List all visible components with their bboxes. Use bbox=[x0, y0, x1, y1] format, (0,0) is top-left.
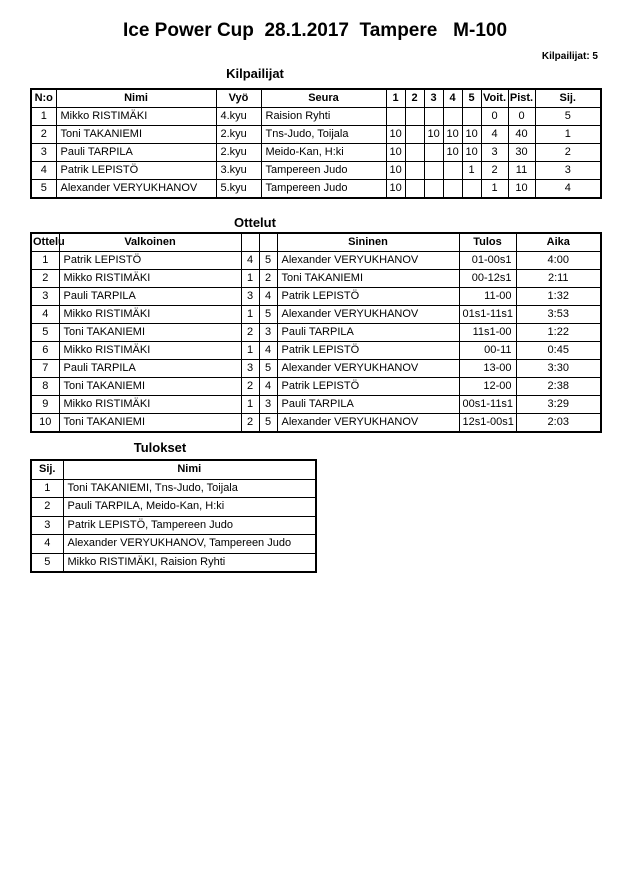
table-cell: 5 bbox=[31, 324, 59, 342]
table-row bbox=[31, 144, 601, 162]
table-cell: 11 bbox=[508, 162, 535, 180]
table-cell: 0:45 bbox=[516, 342, 601, 360]
table-cell: 2 bbox=[241, 378, 259, 396]
table-cell: 3 bbox=[481, 144, 508, 162]
table-cell: 4 bbox=[241, 252, 259, 270]
results-section-heading: Tulokset bbox=[133, 440, 187, 455]
column-header: 2 bbox=[405, 89, 424, 108]
column-header bbox=[241, 233, 259, 252]
table-row bbox=[31, 414, 601, 433]
column-header: Sij. bbox=[31, 460, 63, 479]
table-cell: 13-00 bbox=[459, 360, 516, 378]
table-cell: 2.kyu bbox=[216, 144, 261, 162]
table-cell: 4.kyu bbox=[216, 108, 261, 126]
table-cell: 3 bbox=[259, 324, 277, 342]
table-cell: Mikko RISTIMÄKI bbox=[59, 270, 241, 288]
table-cell: Patrik LEPISTÖ bbox=[59, 252, 241, 270]
table-cell: Patrik LEPISTÖ bbox=[56, 162, 216, 180]
table-cell: 0 bbox=[481, 108, 508, 126]
table-cell: Alexander VERYUKHANOV bbox=[277, 306, 459, 324]
table-cell bbox=[405, 108, 424, 126]
table-cell: 4 bbox=[535, 180, 601, 199]
table-cell: 5 bbox=[259, 360, 277, 378]
table-cell bbox=[424, 108, 443, 126]
table-row bbox=[31, 270, 601, 288]
table-row bbox=[31, 288, 601, 306]
table-cell: Patrik LEPISTÖ bbox=[277, 342, 459, 360]
table-cell: 12-00 bbox=[459, 378, 516, 396]
table-cell: 7 bbox=[31, 360, 59, 378]
table-cell: 10 bbox=[462, 126, 481, 144]
table-cell: 1 bbox=[241, 306, 259, 324]
table-cell: 6 bbox=[31, 342, 59, 360]
competitors-header-row bbox=[31, 89, 601, 108]
table-cell: 10 bbox=[424, 126, 443, 144]
table-cell: 2 bbox=[535, 144, 601, 162]
table-cell: 3 bbox=[241, 360, 259, 378]
table-cell bbox=[424, 162, 443, 180]
matches-section-heading: Ottelut bbox=[234, 215, 276, 230]
table-cell: Pauli TARPILA bbox=[59, 288, 241, 306]
table-row bbox=[31, 162, 601, 180]
table-cell: 4 bbox=[31, 306, 59, 324]
table-cell: 2:11 bbox=[516, 270, 601, 288]
column-header: Nimi bbox=[63, 460, 316, 479]
table-cell: Toni TAKANIEMI bbox=[59, 378, 241, 396]
table-cell bbox=[443, 162, 462, 180]
table-cell: 5 bbox=[259, 252, 277, 270]
table-cell: 1 bbox=[241, 270, 259, 288]
table-cell: 3:53 bbox=[516, 306, 601, 324]
table-cell: 1 bbox=[31, 108, 56, 126]
table-cell bbox=[405, 126, 424, 144]
table-cell: 10 bbox=[31, 414, 59, 433]
table-row bbox=[31, 342, 601, 360]
column-header: Ottelu bbox=[31, 233, 59, 252]
table-cell: 1 bbox=[535, 126, 601, 144]
competitor-count-label: Kilpailijat: 5 bbox=[541, 51, 598, 62]
table-cell: 5 bbox=[31, 553, 63, 572]
table-cell: Meido-Kan, H:ki bbox=[261, 144, 386, 162]
table-cell: 3:30 bbox=[516, 360, 601, 378]
table-row bbox=[31, 396, 601, 414]
table-cell: 40 bbox=[508, 126, 535, 144]
table-row bbox=[31, 252, 601, 270]
column-header: Voit. bbox=[481, 89, 508, 108]
table-cell: 12s1-00s1 bbox=[459, 414, 516, 433]
final-results-table bbox=[30, 459, 317, 573]
table-cell: 3 bbox=[241, 288, 259, 306]
table-row bbox=[31, 126, 601, 144]
table-cell: 5.kyu bbox=[216, 180, 261, 199]
table-cell: Alexander VERYUKHANOV bbox=[277, 360, 459, 378]
table-cell: Tampereen Judo bbox=[261, 180, 386, 199]
competitors-section-heading: Kilpailijat bbox=[226, 66, 284, 81]
table-cell: 2:38 bbox=[516, 378, 601, 396]
table-cell: 00s1-11s1 bbox=[459, 396, 516, 414]
table-cell: 2 bbox=[259, 270, 277, 288]
table-cell: 1 bbox=[241, 396, 259, 414]
table-cell: Tns-Judo, Toijala bbox=[261, 126, 386, 144]
table-cell: 2 bbox=[31, 126, 56, 144]
table-cell: 10 bbox=[462, 144, 481, 162]
table-cell: 2 bbox=[241, 414, 259, 433]
table-row bbox=[31, 378, 601, 396]
table-cell: 10 bbox=[508, 180, 535, 199]
table-cell: 2 bbox=[31, 498, 63, 517]
table-cell: 1 bbox=[462, 162, 481, 180]
column-header bbox=[259, 233, 277, 252]
table-row bbox=[31, 553, 316, 572]
table-row bbox=[31, 479, 316, 498]
table-cell: 01s1-11s1 bbox=[459, 306, 516, 324]
table-cell: 4 bbox=[259, 378, 277, 396]
table-cell: 3 bbox=[535, 162, 601, 180]
table-cell: Toni TAKANIEMI bbox=[277, 270, 459, 288]
competitors-table bbox=[30, 88, 602, 199]
table-cell bbox=[462, 180, 481, 199]
table-cell: Toni TAKANIEMI bbox=[59, 324, 241, 342]
table-cell: 4 bbox=[259, 288, 277, 306]
table-cell bbox=[424, 144, 443, 162]
table-cell: Alexander VERYUKHANOV, Tampereen Judo bbox=[63, 535, 316, 554]
table-cell: Patrik LEPISTÖ, Tampereen Judo bbox=[63, 516, 316, 535]
column-header: Valkoinen bbox=[59, 233, 241, 252]
table-cell: Mikko RISTIMÄKI, Raision Ryhti bbox=[63, 553, 316, 572]
table-cell: Alexander VERYUKHANOV bbox=[277, 252, 459, 270]
table-cell: Tampereen Judo bbox=[261, 162, 386, 180]
table-cell: 4 bbox=[31, 162, 56, 180]
table-cell: Pauli TARPILA bbox=[56, 144, 216, 162]
table-cell: 10 bbox=[386, 126, 405, 144]
results-header-row bbox=[31, 460, 316, 479]
table-cell: Pauli TARPILA bbox=[59, 360, 241, 378]
table-cell: 00-11 bbox=[459, 342, 516, 360]
table-cell: 5 bbox=[31, 180, 56, 199]
table-cell: 3 bbox=[31, 144, 56, 162]
table-cell: Pauli TARPILA, Meido-Kan, H:ki bbox=[63, 498, 316, 517]
table-cell: 3 bbox=[259, 396, 277, 414]
table-cell: 5 bbox=[259, 306, 277, 324]
table-cell: 30 bbox=[508, 144, 535, 162]
table-cell: Toni TAKANIEMI, Tns-Judo, Toijala bbox=[63, 479, 316, 498]
table-cell: 2.kyu bbox=[216, 126, 261, 144]
table-cell: 10 bbox=[443, 144, 462, 162]
column-header: Sininen bbox=[277, 233, 459, 252]
table-cell: 11s1-00 bbox=[459, 324, 516, 342]
column-header: Seura bbox=[261, 89, 386, 108]
table-cell: 10 bbox=[386, 144, 405, 162]
table-cell bbox=[443, 180, 462, 199]
table-cell: Pauli TARPILA bbox=[277, 396, 459, 414]
table-cell: Raision Ryhti bbox=[261, 108, 386, 126]
column-header: 1 bbox=[386, 89, 405, 108]
matches-header-row bbox=[31, 233, 601, 252]
page-title: Ice Power Cup 28.1.2017 Tampere M-100 bbox=[122, 20, 508, 41]
table-cell: Mikko RISTIMÄKI bbox=[59, 342, 241, 360]
table-cell: Toni TAKANIEMI bbox=[59, 414, 241, 433]
table-cell: 1 bbox=[241, 342, 259, 360]
column-header: Pist. bbox=[508, 89, 535, 108]
column-header: Sij. bbox=[535, 89, 601, 108]
table-cell: 11-00 bbox=[459, 288, 516, 306]
table-cell: 4 bbox=[481, 126, 508, 144]
column-header: Tulos bbox=[459, 233, 516, 252]
table-row bbox=[31, 180, 601, 199]
table-cell: Mikko RISTIMÄKI bbox=[56, 108, 216, 126]
table-row bbox=[31, 360, 601, 378]
table-cell: 1 bbox=[481, 180, 508, 199]
table-cell: 3 bbox=[31, 516, 63, 535]
table-cell: Alexander VERYUKHANOV bbox=[277, 414, 459, 433]
table-cell: Patrik LEPISTÖ bbox=[277, 288, 459, 306]
column-header: 3 bbox=[424, 89, 443, 108]
table-cell: Mikko RISTIMÄKI bbox=[59, 306, 241, 324]
table-cell: 01-00s1 bbox=[459, 252, 516, 270]
table-cell: Alexander VERYUKHANOV bbox=[56, 180, 216, 199]
table-cell: 2 bbox=[241, 324, 259, 342]
table-cell bbox=[386, 108, 405, 126]
column-header: Nimi bbox=[56, 89, 216, 108]
table-row bbox=[31, 324, 601, 342]
table-cell: 5 bbox=[259, 414, 277, 433]
table-row bbox=[31, 306, 601, 324]
table-cell: 1:32 bbox=[516, 288, 601, 306]
table-cell bbox=[405, 180, 424, 199]
table-cell: 8 bbox=[31, 378, 59, 396]
table-cell: 2 bbox=[481, 162, 508, 180]
table-cell: 2 bbox=[31, 270, 59, 288]
table-row bbox=[31, 108, 601, 126]
column-header: Aika bbox=[516, 233, 601, 252]
table-cell bbox=[424, 180, 443, 199]
table-cell: 4 bbox=[31, 535, 63, 554]
matches-table bbox=[30, 232, 602, 433]
table-cell bbox=[462, 108, 481, 126]
table-cell: 3 bbox=[31, 288, 59, 306]
table-cell: 4:00 bbox=[516, 252, 601, 270]
column-header: Vyö bbox=[216, 89, 261, 108]
table-cell: 1 bbox=[31, 479, 63, 498]
table-cell: Patrik LEPISTÖ bbox=[277, 378, 459, 396]
table-cell: Toni TAKANIEMI bbox=[56, 126, 216, 144]
table-cell: 3.kyu bbox=[216, 162, 261, 180]
table-cell bbox=[405, 162, 424, 180]
column-header: 5 bbox=[462, 89, 481, 108]
table-cell: 4 bbox=[259, 342, 277, 360]
table-cell: 00-12s1 bbox=[459, 270, 516, 288]
table-cell bbox=[443, 108, 462, 126]
table-cell: 3:29 bbox=[516, 396, 601, 414]
table-row bbox=[31, 535, 316, 554]
table-cell bbox=[405, 144, 424, 162]
table-cell: 1 bbox=[31, 252, 59, 270]
table-cell: 10 bbox=[386, 180, 405, 199]
table-cell: Mikko RISTIMÄKI bbox=[59, 396, 241, 414]
column-header: N:o bbox=[31, 89, 56, 108]
table-cell: 1:22 bbox=[516, 324, 601, 342]
table-cell: 0 bbox=[508, 108, 535, 126]
table-cell: Pauli TARPILA bbox=[277, 324, 459, 342]
table-cell: 10 bbox=[443, 126, 462, 144]
table-cell: 10 bbox=[386, 162, 405, 180]
table-cell: 9 bbox=[31, 396, 59, 414]
table-row bbox=[31, 498, 316, 517]
table-cell: 2:03 bbox=[516, 414, 601, 433]
column-header: 4 bbox=[443, 89, 462, 108]
table-cell: 5 bbox=[535, 108, 601, 126]
table-row bbox=[31, 516, 316, 535]
